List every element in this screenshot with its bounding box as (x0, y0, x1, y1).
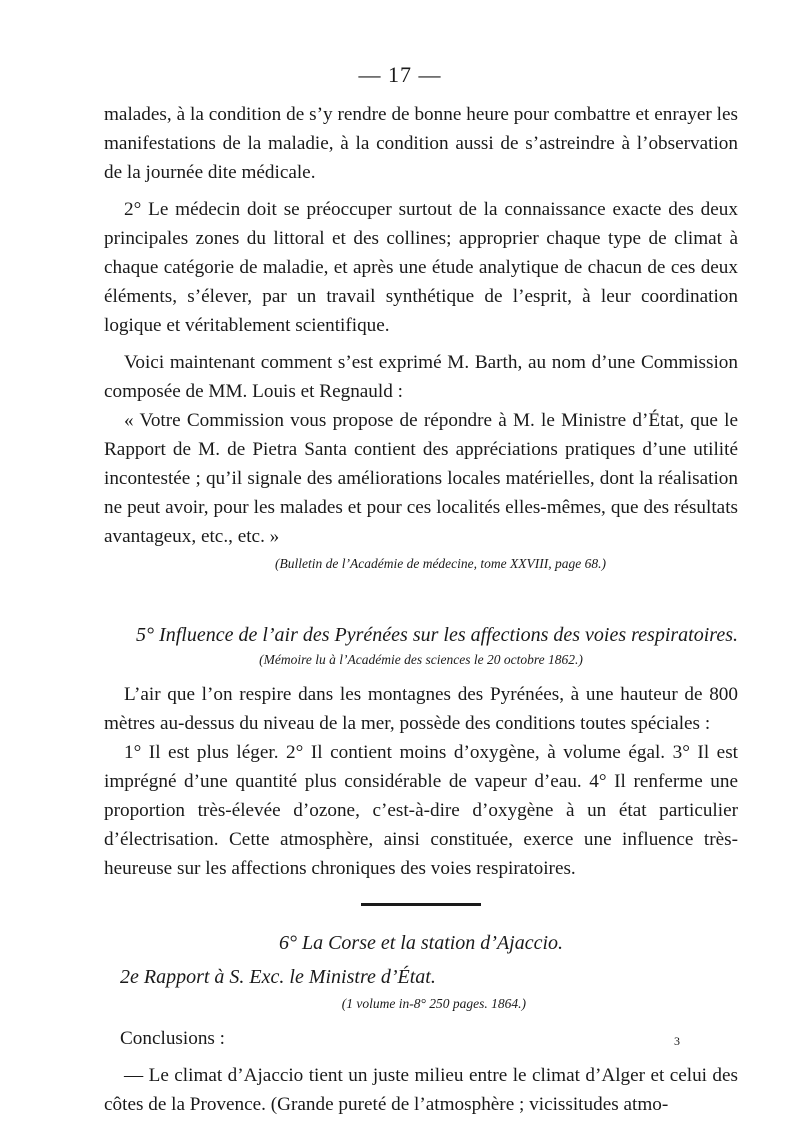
paragraph-air-properties: 1° Il est plus léger. 2° Il contient moins d’oxygène, à volume égal. 3° Il est imprégné d’une quantité plus considérable de vapeur d’eau. 4° Il renferme une proportion très-élevée d’ozone, c’est-à-dire d’oxygène à un état particulier d’électrisation. Cette atmosphère, ainsi constituée, exerce une influence très-heureuse sur les affections chroniques des voies respiratoires. (104, 742, 738, 879)
signature-mark: 3 (674, 1034, 680, 1048)
paragraph-ajaccio-climate: — Le climat d’Ajaccio tient un juste milieu entre le climat d’Alger et celui des côtes de la Provence. (Grande pureté de l’atmosphère ; vicissitudes atmo- (104, 1065, 738, 1115)
paragraph-barth-intro: Voici maintenant comment s’est exprimé M. Barth, au nom d’une Commission composée de MM. Louis et Regnauld : (104, 352, 738, 402)
paragraph-point-2: 2° Le médecin doit se préoccuper surtout de la connaissance exacte des deux principales zones du littoral et des collines; approprier chaque type de climat à chaque catégorie de maladie, et après une étude analytique de chacun de ces deux éléments, s’élever, par un travail synthétique de l’esprit, à leur coordination logique et véritablement scientifique. (104, 199, 738, 336)
paragraph-pyrenees-air: L’air que l’on respire dans les montagnes des Pyrénées, à une hauteur de 800 mètres au-dessus du niveau de la mer, possède des conditions toutes spéciales : (104, 684, 738, 734)
section-5-title: 5° Influence de l’air des Pyrénées sur les affections des voies respiratoires. (136, 624, 738, 646)
paragraph-continuation: malades, à la condition de s’y rendre de bonne heure pour combattre et enrayer les manifestations de la maladie, à la condition aussi de s’astreindre à l’observation de la journée dite médicale. (104, 104, 738, 183)
page-number: — 17 — (358, 62, 442, 87)
bulletin-reference: (Bulletin de l’Académie de médecine, tome XXVIII, page 68.) (275, 556, 606, 571)
quotation-commission: « Votre Commission vous propose de répondre à M. le Ministre d’État, que le Rapport de M. de Pietra Santa contient des appréciations pratiques d’une utilité incontestée ; qu’il signale des améliorations locales matérielles, dont la réalisation ne peut avoir, pour les malades et pour ces localités elles-mêmes, que des résultats avantageux, etc., etc. » (104, 410, 738, 547)
section-6-subtitle: 2e Rapport à S. Exc. le Ministre d’État. (120, 966, 436, 988)
section-5-reference: (Mémoire lu à l’Académie des sciences le 20 octobre 1862.) (259, 652, 583, 667)
section-6-title: 6° La Corse et la station d’Ajaccio. (278, 932, 564, 954)
section-6-reference: (1 volume in-8° 250 pages. 1864.) (341, 996, 526, 1011)
page-body (104, 100, 738, 1119)
section-divider (361, 903, 481, 906)
conclusions-label: Conclusions : (120, 1028, 226, 1049)
